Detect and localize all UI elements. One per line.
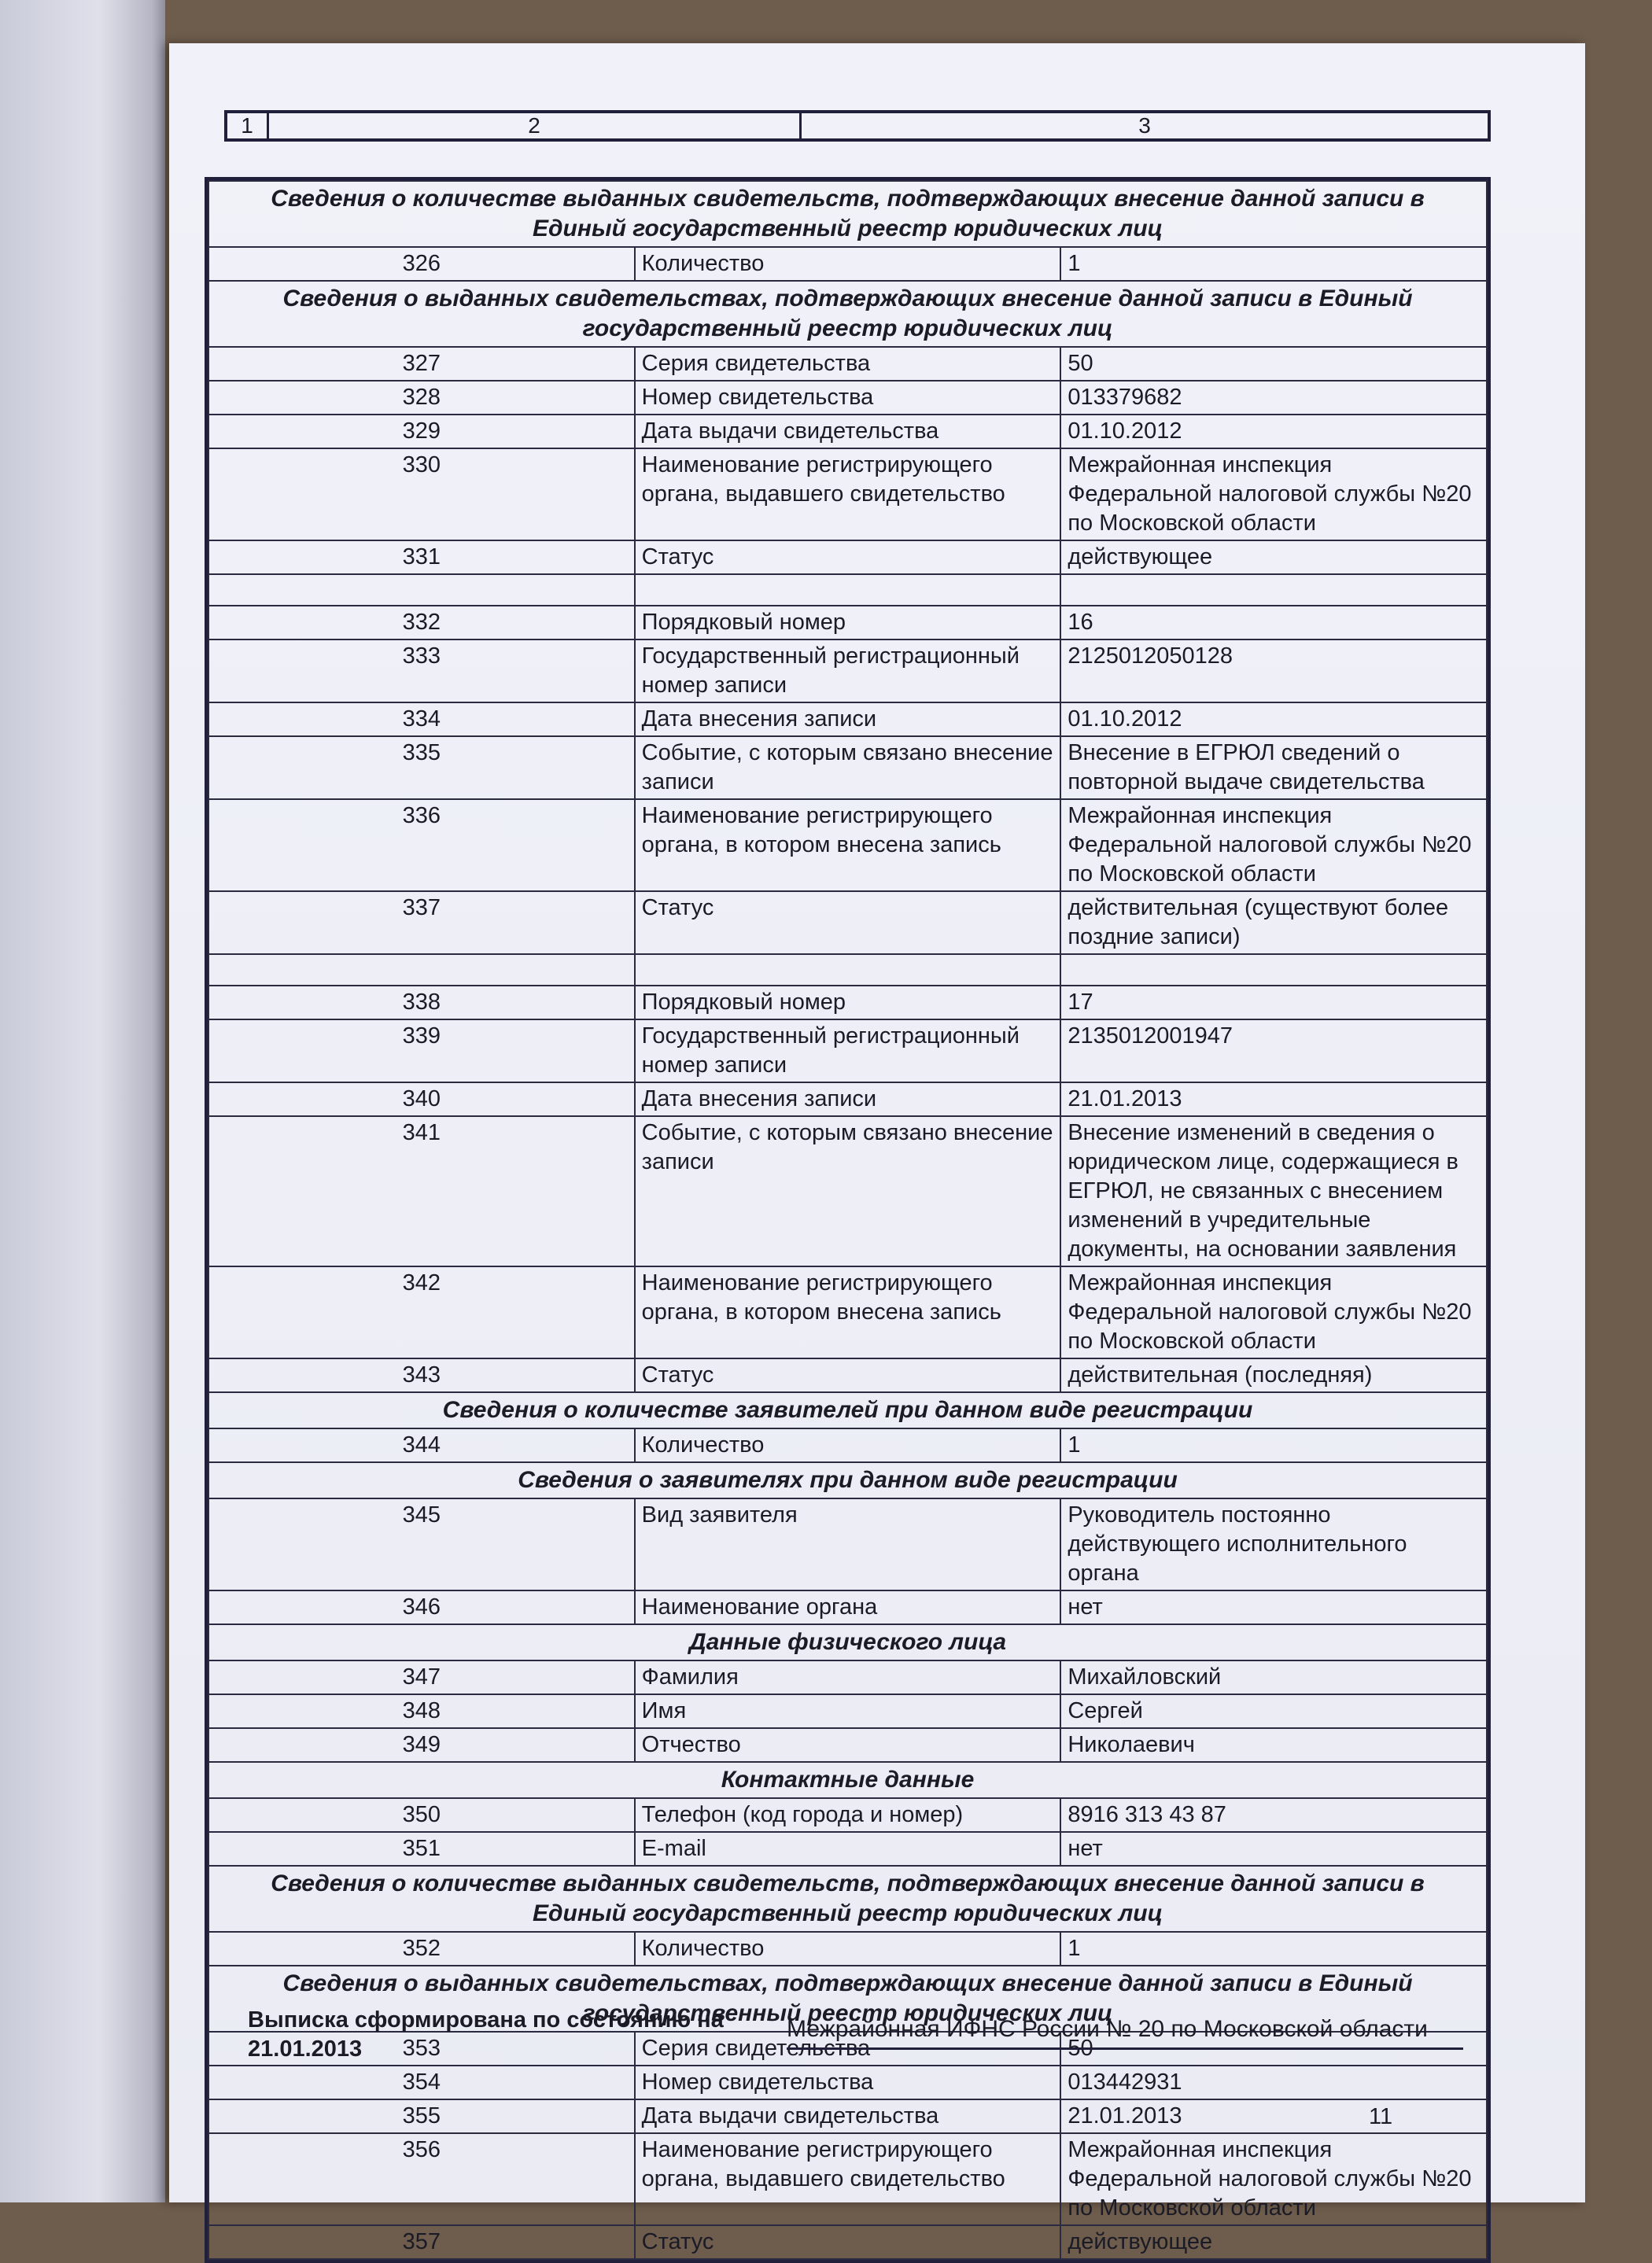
field-value: 2135012001947 bbox=[1060, 1019, 1487, 1082]
table-row bbox=[208, 639, 1487, 702]
field-label: Дата внесения записи bbox=[635, 702, 1061, 736]
field-label: Статус bbox=[635, 540, 1061, 574]
field-value: Внесение в ЕГРЮЛ сведений о повторной выдаче свидетельства bbox=[1060, 736, 1487, 799]
field-value: нет bbox=[1060, 1832, 1487, 1866]
row-number: 357 bbox=[208, 2225, 635, 2259]
table-row bbox=[208, 1660, 1487, 1694]
table-row bbox=[208, 702, 1487, 736]
row-number: 342 bbox=[208, 1266, 635, 1358]
table-row bbox=[208, 891, 1487, 954]
blank-cell bbox=[635, 954, 1061, 986]
field-value: Межрайонная инспекция Федеральной налоговой службы №20 по Московской области bbox=[1060, 2133, 1487, 2225]
section-title: Контактные данные bbox=[208, 1762, 1487, 1798]
section-title: Сведения о количестве выданных свидетельств, подтверждающих внесение данной записи в Единый государственный реестр юридических лиц bbox=[208, 1866, 1487, 1932]
field-label: Фамилия bbox=[635, 1660, 1061, 1694]
row-number: 339 bbox=[208, 1019, 635, 1082]
field-value: 01.10.2012 bbox=[1060, 702, 1487, 736]
field-label: Наименование регистрирующего органа, выдавшего свидетельство bbox=[635, 448, 1061, 540]
table-row bbox=[208, 1498, 1487, 1590]
field-value: 01.10.2012 bbox=[1060, 415, 1487, 448]
row-number: 333 bbox=[208, 639, 635, 702]
table-row bbox=[208, 606, 1487, 639]
field-value: Михайловский bbox=[1060, 1660, 1487, 1694]
row-number: 346 bbox=[208, 1590, 635, 1624]
field-label: Наименование регистрирующего органа, в котором внесена запись bbox=[635, 799, 1061, 891]
column-number-header bbox=[224, 110, 1491, 142]
field-label: Серия свидетельства bbox=[635, 2032, 1061, 2066]
field-label: Количество bbox=[635, 1428, 1061, 1462]
row-number: 334 bbox=[208, 702, 635, 736]
field-label: Отчество bbox=[635, 1728, 1061, 1762]
field-label: E-mail bbox=[635, 1832, 1061, 1866]
table-row bbox=[208, 1728, 1487, 1762]
row-number: 335 bbox=[208, 736, 635, 799]
row-number: 349 bbox=[208, 1728, 635, 1762]
blank-cell bbox=[208, 954, 635, 986]
table-row bbox=[208, 2133, 1487, 2225]
table-row bbox=[208, 1358, 1487, 1392]
registry-table bbox=[205, 177, 1491, 2263]
table-row bbox=[208, 2225, 1487, 2259]
field-label: Вид заявителя bbox=[635, 1498, 1061, 1590]
field-label: Событие, с которым связано внесение записи bbox=[635, 736, 1061, 799]
table-row bbox=[208, 1932, 1487, 1966]
row-number: 344 bbox=[208, 1428, 635, 1462]
blank-row bbox=[208, 954, 1487, 986]
field-label: Серия свидетельства bbox=[635, 347, 1061, 381]
field-value: 1 bbox=[1060, 247, 1487, 281]
blank-cell bbox=[1060, 574, 1487, 606]
blank-cell bbox=[1060, 954, 1487, 986]
facing-page bbox=[0, 0, 165, 2202]
field-value: Сергей bbox=[1060, 1694, 1487, 1728]
table-row bbox=[208, 1266, 1487, 1358]
field-value: действительная (существуют более поздние записи) bbox=[1060, 891, 1487, 954]
row-number: 348 bbox=[208, 1694, 635, 1728]
section-title: Сведения о количестве выданных свидетельств, подтверждающих внесение данной записи в Единый государственный реестр юридических лиц bbox=[208, 181, 1487, 247]
field-label: Государственный регистрационный номер записи bbox=[635, 1019, 1061, 1082]
row-number: 328 bbox=[208, 381, 635, 415]
row-number: 329 bbox=[208, 415, 635, 448]
footer-authority: Межрайонная ИФНС России № 20 по Московской области bbox=[787, 2014, 1463, 2050]
document-page bbox=[169, 43, 1585, 2254]
section-header-row bbox=[208, 1462, 1487, 1498]
field-value: Внесение изменений в сведения о юридическом лице, содержащиеся в ЕГРЮЛ, не связанных с внесением изменений в учредительные документы, на основании заявления bbox=[1060, 1116, 1487, 1266]
field-value: 21.01.2013 bbox=[1060, 1082, 1487, 1116]
row-number: 330 bbox=[208, 448, 635, 540]
row-number: 353 bbox=[208, 2032, 635, 2066]
section-header-row bbox=[208, 1624, 1487, 1660]
row-number: 337 bbox=[208, 891, 635, 954]
table-row bbox=[208, 1082, 1487, 1116]
field-value: 013442931 bbox=[1060, 2066, 1487, 2099]
field-value: действующее bbox=[1060, 2225, 1487, 2259]
section-header-row bbox=[208, 1762, 1487, 1798]
table-row bbox=[208, 1019, 1487, 1082]
row-number: 332 bbox=[208, 606, 635, 639]
field-value: действительная (последняя) bbox=[1060, 1358, 1487, 1392]
table-row bbox=[208, 799, 1487, 891]
table-row bbox=[208, 1694, 1487, 1728]
section-header-row bbox=[208, 281, 1487, 347]
field-value: Николаевич bbox=[1060, 1728, 1487, 1762]
field-label: Статус bbox=[635, 2225, 1061, 2259]
column-number-3: 3 bbox=[1138, 113, 1151, 138]
row-number: 343 bbox=[208, 1358, 635, 1392]
field-value: действующее bbox=[1060, 540, 1487, 574]
field-value: 8916 313 43 87 bbox=[1060, 1798, 1487, 1832]
section-title: Сведения о выданных свидетельствах, подтверждающих внесение данной записи в Единый государственный реестр юридических лиц bbox=[208, 281, 1487, 347]
row-number: 340 bbox=[208, 1082, 635, 1116]
table-row bbox=[208, 247, 1487, 281]
footer-statement: Выписка сформирована по состоянию на 21.01.2013 bbox=[248, 2007, 724, 2062]
table-row bbox=[208, 347, 1487, 381]
section-header-row bbox=[208, 1392, 1487, 1428]
table-row bbox=[208, 415, 1487, 448]
field-value: 50 bbox=[1060, 347, 1487, 381]
section-title: Сведения о выданных свидетельствах, подтверждающих внесение данной записи в Единый государственный реестр юридических лиц bbox=[208, 1966, 1487, 2032]
table-row bbox=[208, 1832, 1487, 1866]
table-row bbox=[208, 381, 1487, 415]
section-title: Сведения о количестве заявителей при данном виде регистрации bbox=[208, 1392, 1487, 1428]
row-number: 326 bbox=[208, 247, 635, 281]
row-number: 351 bbox=[208, 1832, 635, 1866]
table-row bbox=[208, 2099, 1487, 2133]
table-row bbox=[208, 2066, 1487, 2099]
field-label: Дата выдачи свидетельства bbox=[635, 2099, 1061, 2133]
row-number: 341 bbox=[208, 1116, 635, 1266]
row-number: 338 bbox=[208, 986, 635, 1019]
field-value: 21.01.2013 bbox=[1060, 2099, 1487, 2133]
row-number: 331 bbox=[208, 540, 635, 574]
field-label: Номер свидетельства bbox=[635, 2066, 1061, 2099]
field-value: 013379682 bbox=[1060, 381, 1487, 415]
field-value: 1 bbox=[1060, 1428, 1487, 1462]
section-title: Данные физического лица bbox=[208, 1624, 1487, 1660]
field-label: Количество bbox=[635, 1932, 1061, 1966]
row-number: 356 bbox=[208, 2133, 635, 2225]
field-label: Количество bbox=[635, 247, 1061, 281]
registry-table-body bbox=[208, 181, 1487, 2259]
row-number: 347 bbox=[208, 1660, 635, 1694]
field-label: Событие, с которым связано внесение записи bbox=[635, 1116, 1061, 1266]
field-value: 2125012050128 bbox=[1060, 639, 1487, 702]
field-label: Дата внесения записи bbox=[635, 1082, 1061, 1116]
field-value: Руководитель постоянно действующего исполнительного органа bbox=[1060, 1498, 1487, 1590]
table-row bbox=[208, 1116, 1487, 1266]
row-number: 345 bbox=[208, 1498, 635, 1590]
field-label: Порядковый номер bbox=[635, 606, 1061, 639]
field-label: Имя bbox=[635, 1694, 1061, 1728]
field-value: 50 bbox=[1060, 2032, 1487, 2066]
row-number: 336 bbox=[208, 799, 635, 891]
table-row bbox=[208, 986, 1487, 1019]
section-header-row bbox=[208, 1866, 1487, 1932]
field-label: Дата выдачи свидетельства bbox=[635, 415, 1061, 448]
field-label: Статус bbox=[635, 1358, 1061, 1392]
page-number: 11 bbox=[1369, 2104, 1393, 2129]
table-row bbox=[208, 448, 1487, 540]
field-label: Наименование регистрирующего органа, в котором внесена запись bbox=[635, 1266, 1061, 1358]
field-label: Наименование регистрирующего органа, выдавшего свидетельство bbox=[635, 2133, 1061, 2225]
field-label: Государственный регистрационный номер записи bbox=[635, 639, 1061, 702]
row-number: 327 bbox=[208, 347, 635, 381]
table-row bbox=[208, 540, 1487, 574]
blank-row bbox=[208, 574, 1487, 606]
blank-cell bbox=[635, 574, 1061, 606]
table-row bbox=[208, 1590, 1487, 1624]
field-label: Наименование органа bbox=[635, 1590, 1061, 1624]
field-value: Межрайонная инспекция Федеральной налоговой службы №20 по Московской области bbox=[1060, 448, 1487, 540]
field-value: 1 bbox=[1060, 1932, 1487, 1966]
field-value: 16 bbox=[1060, 606, 1487, 639]
field-label: Порядковый номер bbox=[635, 986, 1061, 1019]
table-row bbox=[208, 1428, 1487, 1462]
row-number: 350 bbox=[208, 1798, 635, 1832]
field-value: 17 bbox=[1060, 986, 1487, 1019]
field-value: Межрайонная инспекция Федеральной налоговой службы №20 по Московской области bbox=[1060, 799, 1487, 891]
field-value: нет bbox=[1060, 1590, 1487, 1624]
table-row bbox=[208, 736, 1487, 799]
field-label: Статус bbox=[635, 891, 1061, 954]
row-number: 354 bbox=[208, 2066, 635, 2099]
table-row bbox=[208, 1798, 1487, 1832]
blank-cell bbox=[208, 574, 635, 606]
field-value: Межрайонная инспекция Федеральной налоговой службы №20 по Московской области bbox=[1060, 1266, 1487, 1358]
column-number-2: 2 bbox=[269, 113, 802, 138]
field-label: Телефон (код города и номер) bbox=[635, 1798, 1061, 1832]
section-title: Сведения о заявителях при данном виде регистрации bbox=[208, 1462, 1487, 1498]
row-number: 355 bbox=[208, 2099, 635, 2133]
section-header-row bbox=[208, 181, 1487, 247]
field-label: Номер свидетельства bbox=[635, 381, 1061, 415]
column-number-1: 1 bbox=[227, 113, 269, 138]
row-number: 352 bbox=[208, 1932, 635, 1966]
